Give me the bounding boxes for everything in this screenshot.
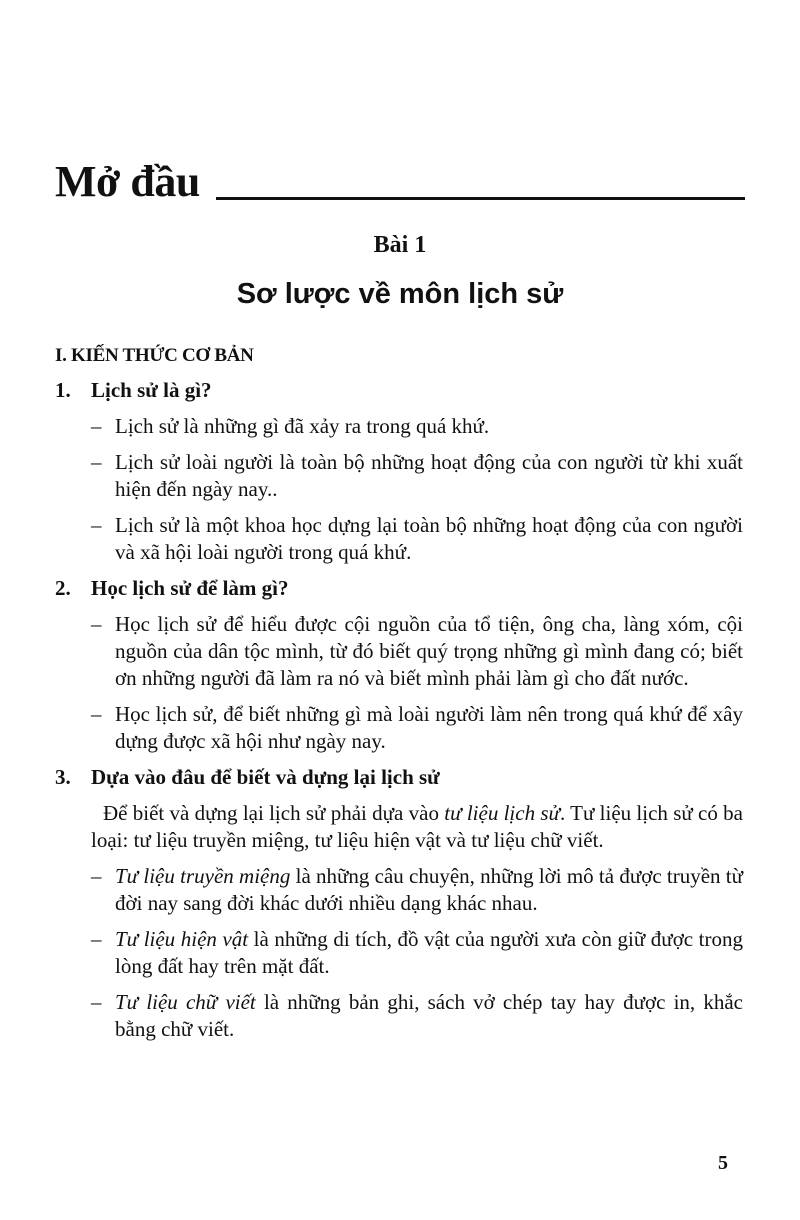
- heading-text: Lịch sử là gì?: [91, 378, 212, 402]
- heading-1: [55, 377, 743, 404]
- intro-paragraph: [91, 800, 743, 854]
- list-item-text: [115, 926, 743, 980]
- heading-text: Học lịch sử để làm gì?: [91, 576, 289, 600]
- list-item-text: [115, 863, 743, 917]
- chapter-title: Mở đầu: [55, 157, 200, 206]
- term: Tư liệu chữ viết: [115, 990, 256, 1014]
- list-item: [91, 863, 743, 917]
- dash-bullet: –: [91, 450, 102, 474]
- dash-bullet: –: [91, 990, 102, 1014]
- term: Tư liệu hiện vật: [115, 927, 249, 951]
- section-title: I. KIẾN THỨC CƠ BẢN: [55, 345, 254, 366]
- list-item: [91, 413, 743, 440]
- definition: là những bản ghi, sách vở chép tay hay được in, khắc bằng chữ viết.: [115, 990, 743, 1041]
- heading-2: [55, 575, 743, 602]
- term: Tư liệu truyền miệng: [115, 864, 291, 888]
- heading-3: [55, 764, 743, 791]
- intro-text: Để biết và dựng lại lịch sử phải dựa vào: [103, 801, 445, 825]
- dash-bullet: –: [91, 513, 102, 537]
- definition: là những di tích, đồ vật của người xưa còn giữ được trong lòng đất hay trên mặt đất.: [115, 927, 744, 978]
- list-item-text: Lịch sử là những gì đã xảy ra trong quá khứ.: [115, 414, 490, 438]
- list-item-text: Lịch sử là một khoa học dựng lại toàn bộ những hoạt động của con người và xã hội loài người trong quá khứ.: [115, 513, 743, 564]
- dash-bullet: –: [91, 864, 102, 888]
- dash-bullet: –: [91, 414, 102, 438]
- lesson-title: Sơ lược về môn lịch sử: [236, 278, 564, 310]
- intro-emphasis: tư liệu lịch sử: [444, 801, 560, 825]
- definition: là những câu chuyện, những lời mô tả được truyền từ đời nay sang đời khác dưới nhiều dạng khác nhau.: [115, 864, 744, 915]
- chapter-rule: [216, 197, 745, 200]
- list-item: [91, 449, 743, 503]
- dash-bullet: –: [91, 927, 102, 951]
- list-item: [91, 989, 743, 1043]
- intro-text-end: . Tư liệu lịch sử có ba loại: tư liệu truyền miệng, tư liệu hiện vật và tư liệu chữ viết.: [91, 801, 743, 852]
- page-number: 5: [718, 1152, 728, 1174]
- dash-bullet: –: [91, 702, 102, 726]
- heading-number: 1.: [55, 378, 71, 402]
- list-item: [91, 701, 743, 755]
- list-item: [91, 926, 743, 980]
- lesson-number: Bài 1: [373, 232, 427, 258]
- list-item: [91, 611, 743, 692]
- list-item-text: [115, 989, 743, 1043]
- list-item-text: Lịch sử loài người là toàn bộ những hoạt động của con người từ khi xuất hiện đến ngày nay..: [115, 450, 743, 501]
- list-item-text: Học lịch sử, để biết những gì mà loài người làm nên trong quá khứ để xây dựng được xã hội như ngày nay.: [115, 702, 743, 753]
- heading-number: 2.: [55, 576, 71, 600]
- chapter-header: [55, 157, 745, 206]
- list-item: [91, 512, 743, 566]
- heading-text: Dựa vào đâu để biết và dựng lại lịch sử: [91, 765, 440, 789]
- list-item-text: Học lịch sử để hiểu được cội nguồn của tổ tiện, ông cha, làng xóm, cội nguồn của dân tộc mình, từ đó biết quý trọng những gì mình đang có; biết ơn những người đã làm ra nó và biết mình phải làm gì cho đất nước.: [115, 612, 743, 690]
- heading-number: 3.: [55, 765, 71, 789]
- dash-bullet: –: [91, 612, 102, 636]
- page-content: [55, 342, 743, 1052]
